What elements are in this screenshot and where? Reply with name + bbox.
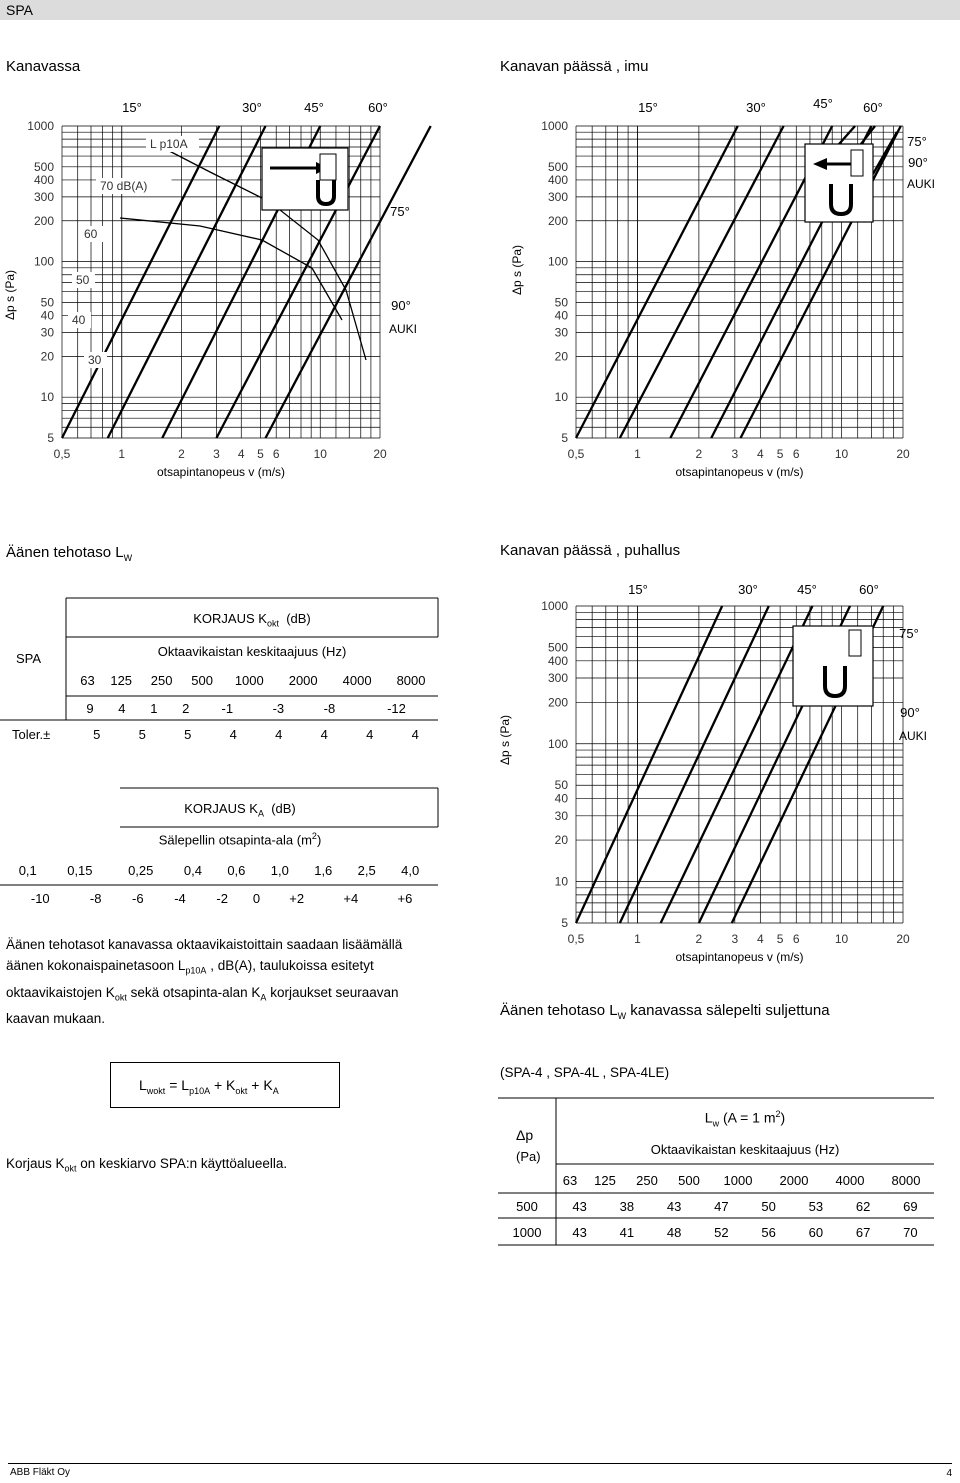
y-tick-label: 1000 [27, 119, 54, 133]
formula-box [110, 1062, 340, 1108]
okt-value: 9 [86, 701, 94, 716]
korjaus-okt-toler-label: Toler.± [12, 727, 51, 742]
okt-toler: 4 [275, 727, 283, 742]
angle-label-45: 45° [813, 96, 833, 111]
pressure-line [661, 606, 813, 923]
closed-dp-unit: (Pa) [516, 1149, 541, 1164]
y-tick-label: 1000 [541, 119, 568, 133]
chart-kanavassa [0, 100, 418, 490]
angle-label-15: 15° [122, 100, 142, 115]
damper-icon [320, 154, 336, 180]
angle-label-90: 90° [900, 705, 920, 720]
x-tick-label: 10 [313, 447, 327, 461]
angle-label-auki: AUKI [906, 177, 936, 191]
y-tick-label: 100 [547, 736, 568, 751]
korjaus-okt-table [0, 597, 440, 747]
closed-dp-label: Δp [516, 1127, 534, 1143]
ka-value: +6 [397, 891, 413, 906]
closed-cell: 43 [666, 1199, 682, 1214]
angle-label-auki: AUKI [388, 322, 418, 336]
closed-table [498, 1097, 936, 1247]
x-tick-label: 20 [373, 447, 387, 461]
y-tick-label: 1000 [541, 599, 568, 613]
pressure-line [620, 126, 784, 438]
ka-value: -2 [216, 891, 228, 906]
level-label-50: 50 [76, 273, 90, 287]
okt-freq: 8000 [396, 673, 426, 688]
chart-title-kanavassa: Kanavassa [6, 58, 81, 75]
angle-label-15: 15° [638, 100, 658, 115]
okt-value: 4 [118, 701, 126, 716]
closed-cell: 56 [761, 1225, 776, 1240]
okt-toler: 4 [366, 727, 374, 742]
ka-value: -6 [132, 891, 144, 906]
closed-freq: 250 [636, 1173, 658, 1188]
chart-title-imu: Kanavan päässä , imu [500, 58, 649, 75]
x-tick-label: 6 [792, 447, 800, 461]
okt-value: 2 [182, 701, 190, 716]
angle-label-30: 30° [738, 582, 758, 597]
okt-toler: 4 [229, 727, 237, 742]
y-tick-label: 5 [561, 431, 568, 445]
angle-label-90: 90° [908, 155, 928, 170]
closed-cell: 43 [572, 1225, 587, 1240]
explanation-paragraph: Äänen tehotasot kanavassa oktaavikaistoittain saadaan lisäämällä äänen kokonaispainetasoon $L_{p10A}$ , dB(A), taulukoissa esitetyt oktaavikaistojen $K_{okt}$ sekä otsapinta-alan $K_A$ korjaukset seuraavan kaavan mukaan. [6, 937, 403, 1027]
x-tick-label: 2 [178, 447, 185, 461]
header-bar [0, 0, 960, 20]
x-tick-label: 1 [118, 447, 126, 461]
closed-cell: 50 [761, 1199, 776, 1214]
closed-cell: 41 [619, 1225, 635, 1240]
y-tick-label: 200 [547, 695, 568, 710]
chart-kanavassa-svg [0, 100, 418, 490]
y-tick-label: 30 [554, 808, 568, 823]
okt-freq: 125 [110, 673, 133, 688]
x-tick-label: 1 [634, 447, 641, 461]
closed-cell: 70 [903, 1225, 918, 1240]
footer-company: ABB Fläkt Oy [10, 1467, 71, 1478]
area-value: 0,6 [227, 863, 246, 878]
y-axis-label: Δp s (Pa) [510, 244, 524, 296]
damper-icon [851, 150, 863, 176]
y-tick-label: 30 [554, 325, 568, 340]
y-axis-label: Δp s (Pa) [498, 714, 512, 766]
okt-freq: 63 [80, 673, 95, 688]
formula: $L_{wokt} = L_{p10A} + K_{okt} + K_A$ [139, 1077, 279, 1096]
angle-label-60: 60° [368, 100, 388, 115]
area-value: 0,25 [128, 863, 154, 878]
korjaus-a-value-row [6, 891, 432, 906]
okt-toler: 5 [138, 727, 146, 742]
closed-models: (SPA-4 , SPA-4L , SPA-4LE) [500, 1065, 670, 1080]
y-tick-label: 5 [561, 916, 568, 930]
area-value: 2,5 [357, 863, 376, 878]
x-tick-label: 0,5 [567, 932, 585, 946]
angle-label-60: 60° [859, 582, 879, 597]
okt-value: -8 [323, 701, 336, 716]
angle-label-75: 75° [390, 204, 410, 219]
x-tick-label: 3 [731, 447, 739, 461]
angle-label-15: 15° [628, 582, 648, 597]
angle-label-75: 75° [899, 626, 919, 641]
chart-imu-svg [495, 96, 955, 490]
level-label-40: 40 [72, 313, 86, 327]
x-tick-label: 4 [756, 932, 764, 946]
y-tick-label: 20 [554, 349, 568, 364]
okt-freq: 500 [191, 673, 213, 688]
x-tick-label: 5 [257, 447, 264, 461]
x-tick-label: 2 [695, 447, 703, 461]
y-tick-label: 400 [547, 172, 568, 187]
korjaus-a-table [0, 787, 440, 912]
okt-toler: 5 [93, 727, 101, 742]
okt-freq: 250 [150, 673, 173, 688]
x-tick-label: 6 [272, 447, 280, 461]
level-label-title: L p10A [150, 137, 188, 151]
header-title: SPA [6, 2, 33, 18]
korjaus-okt-title: KORJAUS $K_{okt}$ (dB) [193, 611, 311, 629]
closed-cell: 67 [855, 1225, 871, 1240]
x-tick-label: 1 [634, 932, 641, 946]
y-tick-label: 100 [33, 254, 54, 269]
x-tick-label: 10 [834, 932, 849, 946]
y-tick-label: 300 [547, 189, 568, 204]
angle-label-30: 30° [746, 100, 766, 115]
y-axis-label: Δp s (Pa) [3, 269, 17, 321]
x-tick-label: 20 [896, 932, 910, 946]
area-value: 4,0 [401, 863, 420, 878]
ka-value: +4 [343, 891, 359, 906]
okt-value: -3 [272, 701, 285, 716]
closed-row-dp: 500 [516, 1199, 538, 1214]
closed-freq: 2000 [779, 1173, 809, 1188]
chart-puhallus [495, 580, 955, 980]
y-tick-label: 500 [547, 640, 568, 655]
closed-cell: 62 [855, 1199, 871, 1214]
okt-toler: 4 [411, 727, 419, 742]
korjaus-note: Korjaus $K_{okt}$ on keskiarvo SPA:n käyttöalueella. [6, 1156, 288, 1174]
y-tick-label: 40 [554, 308, 568, 323]
closed-freq-header: Oktaavikaistan keskitaajuus (Hz) [650, 1142, 840, 1157]
x-tick-label: 10 [834, 447, 849, 461]
x-tick-label: 6 [792, 932, 800, 946]
x-tick-label: 0,5 [567, 447, 585, 461]
korjaus-a-area-row [6, 863, 432, 878]
okt-freq: 2000 [288, 673, 318, 688]
closed-title: Äänen tehotaso $L_W$ kanavassa sälepelti suljettuna [500, 1002, 830, 1021]
ka-value: -10 [30, 891, 50, 906]
closed-row-dp: 1000 [512, 1225, 542, 1240]
korjaus-okt-freq-header: Oktaavikaistan keskitaajuus (Hz) [157, 644, 347, 659]
closed-freq: 125 [594, 1173, 616, 1188]
y-tick-label: 500 [33, 159, 54, 174]
x-axis-label: otsapintanopeus v (m/s) [675, 950, 804, 964]
y-tick-label: 300 [33, 189, 54, 204]
x-tick-label: 5 [776, 932, 784, 946]
y-tick-label: 100 [547, 254, 568, 269]
x-tick-label: 0,5 [53, 447, 71, 461]
closed-lw-title: $L_w$ (A = 1 $m^2$) [704, 1109, 786, 1129]
y-tick-label: 10 [554, 390, 568, 405]
chart-puhallus-svg [495, 580, 955, 980]
y-tick-label: 50 [554, 295, 568, 310]
korjaus-okt-value-row [74, 701, 438, 716]
level-label-60: 60 [84, 227, 98, 241]
closed-freq: 63 [562, 1173, 578, 1188]
x-tick-label: 2 [695, 932, 703, 946]
y-tick-label: 20 [40, 349, 54, 364]
damper-icon [849, 630, 861, 656]
closed-freq: 1000 [723, 1173, 753, 1188]
y-tick-label: 30 [40, 325, 54, 340]
level-label-70: 70 dB(A) [100, 179, 148, 193]
y-tick-label: 400 [547, 653, 568, 668]
pressure-line [576, 126, 738, 438]
closed-row [556, 1199, 934, 1214]
angle-label-75: 75° [907, 134, 927, 149]
ka-value: -4 [174, 891, 186, 906]
y-tick-label: 200 [547, 213, 568, 228]
closed-cell: 48 [666, 1225, 682, 1240]
ka-value: +2 [289, 891, 305, 906]
korjaus-okt-row-label: SPA [16, 651, 42, 666]
ka-value: 0 [252, 891, 261, 906]
y-tick-label: 5 [47, 431, 54, 445]
okt-freq: 1000 [234, 673, 264, 688]
chart-title-puhallus: Kanavan päässä , puhallus [500, 542, 681, 559]
x-tick-label: 4 [756, 447, 764, 461]
okt-freq: 4000 [342, 673, 372, 688]
closed-cell: 53 [808, 1199, 824, 1214]
x-tick-label: 3 [213, 447, 220, 461]
closed-cell: 52 [714, 1225, 729, 1240]
x-tick-label: 5 [776, 447, 784, 461]
x-axis-label: otsapintanopeus v (m/s) [675, 465, 804, 479]
pressure-line [576, 606, 722, 923]
x-axis-label: otsapintanopeus v (m/s) [156, 465, 286, 479]
angle-label-auki: AUKI [898, 729, 928, 743]
chart-imu [495, 96, 955, 490]
area-value: 0,4 [183, 863, 202, 878]
pressure-line [620, 606, 769, 923]
closed-cell: 60 [808, 1225, 824, 1240]
y-tick-label: 50 [554, 778, 568, 793]
x-tick-label: 3 [731, 932, 739, 946]
okt-value: -12 [387, 701, 406, 716]
closed-cell: 47 [714, 1199, 729, 1214]
closed-cell: 69 [903, 1199, 918, 1214]
closed-freq: 500 [678, 1173, 700, 1188]
closed-freq: 8000 [891, 1173, 921, 1188]
y-tick-label: 300 [547, 671, 568, 686]
footer-page-number: 4 [946, 1468, 952, 1479]
y-tick-label: 20 [554, 833, 568, 848]
angle-label-90: 90° [391, 298, 411, 313]
y-tick-label: 40 [554, 791, 568, 806]
area-value: 1,6 [314, 863, 333, 878]
level-label-30: 30 [88, 353, 102, 367]
angle-label-30: 30° [242, 100, 262, 115]
korjaus-a-area-header: Sälepellin otsapinta-ala $(m^2)$ [158, 831, 322, 848]
x-tick-label: 4 [237, 447, 245, 461]
korjaus-okt-toler-row [74, 727, 438, 742]
sound-title: Äänen tehotaso $L_W$ [6, 544, 133, 563]
y-tick-label: 40 [40, 308, 54, 323]
closed-freq: 4000 [835, 1173, 865, 1188]
ka-value: -8 [89, 891, 102, 906]
closed-row [556, 1225, 934, 1240]
y-tick-label: 50 [40, 295, 54, 310]
area-value: 0,1 [18, 863, 37, 878]
y-tick-label: 500 [547, 159, 568, 174]
y-tick-label: 200 [33, 213, 54, 228]
angle-label-45: 45° [797, 582, 817, 597]
angle-label-60: 60° [863, 100, 883, 115]
korjaus-okt-freq-row [74, 673, 438, 688]
okt-toler: 4 [320, 727, 328, 742]
korjaus-a-title: KORJAUS $K_A$ (dB) [184, 801, 296, 819]
closed-cell: 38 [619, 1199, 635, 1214]
okt-value: 1 [150, 701, 158, 716]
y-tick-label: 400 [33, 172, 54, 187]
closed-cell: 43 [572, 1199, 587, 1214]
y-tick-label: 10 [554, 874, 568, 889]
footer-divider [8, 1463, 952, 1464]
x-tick-label: 20 [896, 447, 910, 461]
angle-label-45: 45° [304, 100, 324, 115]
area-value: 0,15 [67, 863, 93, 878]
area-value: 1,0 [270, 863, 289, 878]
okt-toler: 5 [184, 727, 192, 742]
y-tick-label: 10 [40, 390, 54, 405]
closed-freq-row [556, 1173, 934, 1188]
okt-value: -1 [221, 701, 234, 716]
